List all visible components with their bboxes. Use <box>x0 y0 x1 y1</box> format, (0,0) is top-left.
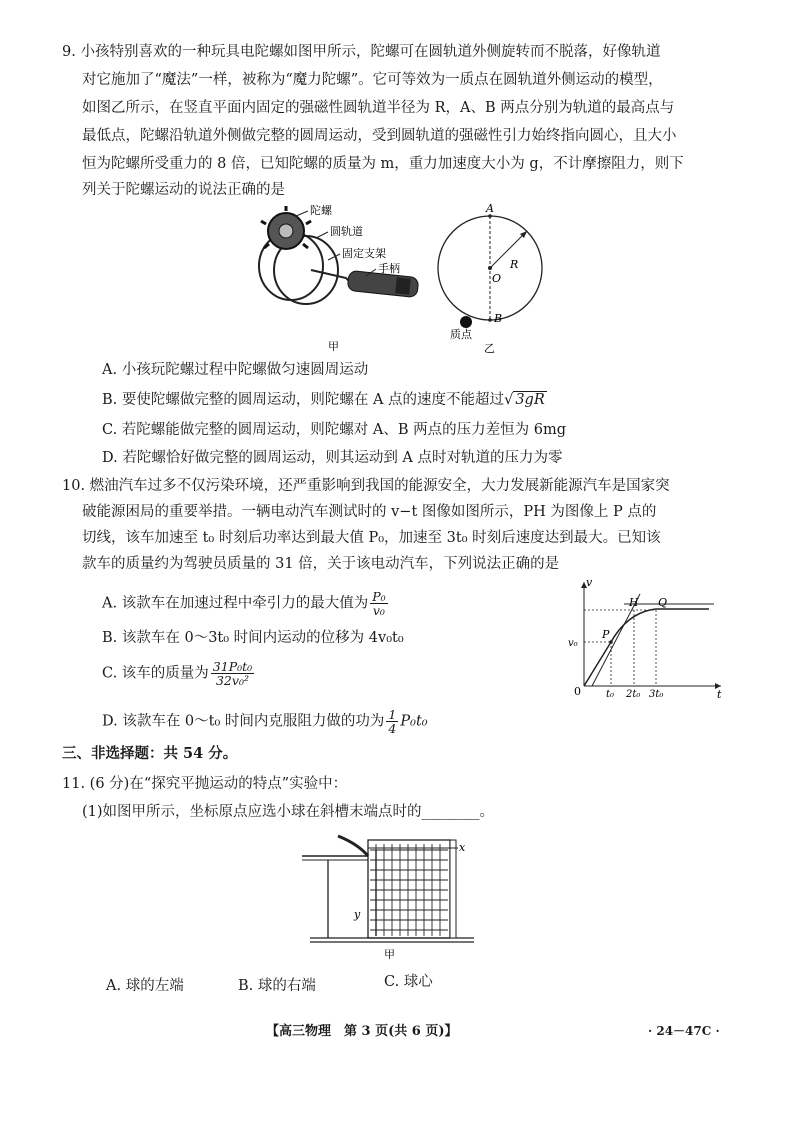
axis-t: t <box>717 688 722 700</box>
page-code: · 24－47C · <box>648 1024 720 1038</box>
mass-point-icon <box>460 316 472 328</box>
q9-option-b-sqrt: 3gR <box>515 392 545 408</box>
q9-line-1: 9. 小孩特别喜欢的一种玩具电陀螺如图甲所示，陀螺可在圆轨道外侧旋转而不脱落，好像轨道 <box>62 44 661 60</box>
q9-line-4: 最低点，陀螺沿轨道外侧做完整的圆周运动，受到圆轨道的强磁性引力始终指向圆心，且大小 <box>82 128 677 144</box>
tick-2t0: 2t₀ <box>626 689 641 700</box>
q9-option-b: B. 要使陀螺做完整的圆周运动，则陀螺在 A 点的速度不能超过√ 3gR <box>102 392 545 408</box>
label-yuanguidao: 圆轨道 <box>330 225 363 238</box>
q10-option-c-den: 32v₀² <box>215 673 249 688</box>
label-y: y <box>354 908 361 921</box>
q10-option-a-text: A. 该款车在加速过程中牵引力的最大值为 <box>102 595 369 612</box>
q9-line-3: 如图乙所示，在竖直平面内固定的强磁性圆轨道半径为 R，A、B 两点分别为轨道的最高点与 <box>82 100 675 116</box>
q10-option-d-num: 1 <box>388 707 397 722</box>
q10-option-b: B. 该款车在 0～3t₀ 时间内运动的位移为 4v₀t₀ <box>102 630 404 646</box>
q9-line-6: 列关于陀螺运动的说法正确的是 <box>82 182 285 198</box>
q11-option-a: A. 球的左端 <box>106 978 184 994</box>
caption-jia-11: 甲 <box>384 948 395 961</box>
q9-option-a: A. 小孩玩陀螺过程中陀螺做匀速圆周运动 <box>102 362 369 378</box>
q11-line-2: (1)如图甲所示，坐标原点应选小球在斜槽末端点时的________。 <box>82 804 495 820</box>
label-A: A <box>486 202 494 215</box>
q10-option-c-text: C. 该车的质量为 <box>102 665 209 682</box>
q10-option-c-num: 31P₀t₀ <box>212 659 253 674</box>
q10-line-2: 破能源困局的重要举措。一辆电动汽车测试时的 v−t 图像如图所示，PH 为图像上 P 点的 <box>82 504 657 520</box>
q11-line-1: 11. (6 分)在“探究平抛运动的特点”实验中： <box>62 776 348 792</box>
q9-line-5: 恒为陀螺所受重力的 8 倍，已知陀螺的质量为 m，重力加速度大小为 g，不计摩擦阻力，则下 <box>82 156 684 172</box>
q9-option-c: C. 若陀螺能做完整的圆周运动，则陀螺对 A、B 两点的压力差恒为 6mg <box>102 422 567 438</box>
label-R: R <box>510 258 519 271</box>
q10-line-1: 10. 燃油汽车过多不仅污染环境，还严重影响到我国的能源安全，大力发展新能源汽车是国家突 <box>62 478 670 494</box>
q9-option-d: D. 若陀螺恰好做完整的圆周运动，则其运动到 A 点时对轨道的压力为零 <box>102 450 563 466</box>
q10-option-d <box>102 708 428 735</box>
q9-line-2: 对它施加了“魔法”一样，被称为“魔力陀螺”。它可等效为一质点在圆轨道外侧运动的模型， <box>82 72 663 88</box>
label-zhidian: 质点 <box>450 328 472 341</box>
q11-option-b: B. 球的右端 <box>238 978 316 994</box>
label-x: x <box>459 841 466 854</box>
caption-yi: 乙 <box>484 342 495 355</box>
gyroscope-toy-figure <box>236 196 436 356</box>
q10-option-d-den: 4 <box>388 721 397 736</box>
label-Q: Q <box>658 596 668 609</box>
label-shoubing: 手柄 <box>378 262 400 275</box>
axis-v: v <box>586 576 593 589</box>
q10-line-3: 切线，该车加速至 t₀ 时刻后功率达到最大值 P₀，加速至 3t₀ 时刻后速度达到最大。已知该 <box>82 530 661 546</box>
q10-option-a-den: v₀ <box>372 603 385 618</box>
label-tuoluo: 陀螺 <box>310 204 332 217</box>
section-heading: 三、非选择题：共 54 分。 <box>62 745 238 762</box>
label-O: O <box>492 272 502 285</box>
tick-3t0: 3t₀ <box>649 689 664 700</box>
tick-t0: t₀ <box>606 689 615 700</box>
label-P: P <box>602 628 610 641</box>
label-H: H <box>629 596 639 609</box>
label-v0: v₀ <box>568 638 578 649</box>
label-B: B <box>494 312 503 325</box>
axis-origin: 0 <box>574 685 581 698</box>
q10-option-a-num: P₀ <box>372 589 386 604</box>
page-footer: 【高三物理 第 3 页(共 6 页)】 <box>266 1024 458 1039</box>
q11-option-c: C. 球心 <box>384 974 433 990</box>
q10-option-d-text: D. 该款车在 0～t₀ 时间内克服阻力做的功为 <box>102 713 385 730</box>
q10-line-4: 款车的质量约为驾驶员质量的 31 倍，关于该电动汽车，下列说法正确的是 <box>82 556 560 572</box>
q10-option-d-post: P₀t₀ <box>400 713 428 730</box>
circle-track-figure <box>432 198 562 358</box>
q9-option-b-text: B. 要使陀螺做完整的圆周运动，则陀螺在 A 点的速度不能超过 <box>102 392 505 408</box>
projectile-apparatus-figure <box>298 826 478 962</box>
vt-graph <box>566 576 731 700</box>
q10-option-c <box>102 660 256 687</box>
q10-option-a <box>102 590 390 617</box>
caption-jia: 甲 <box>328 340 339 353</box>
label-guding: 固定支架 <box>342 247 386 260</box>
